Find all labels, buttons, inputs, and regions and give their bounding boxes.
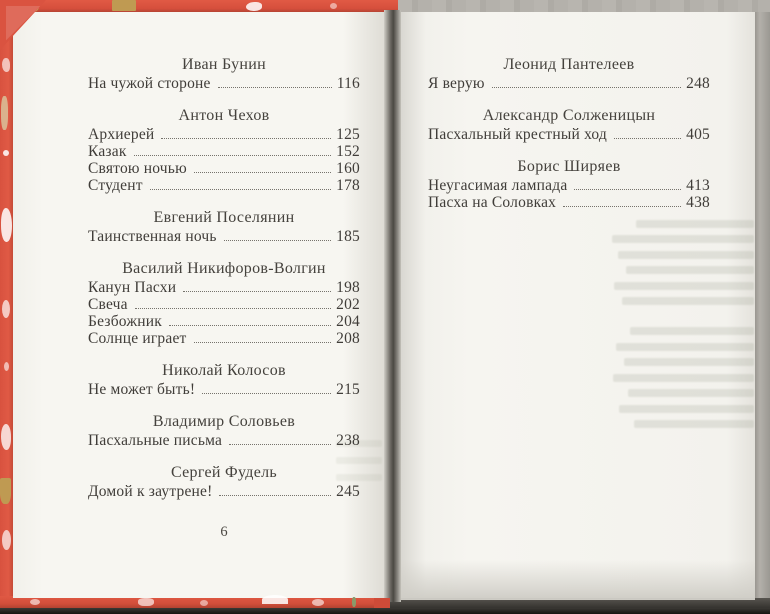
- author-heading: Владимир Соловьев: [152, 413, 296, 430]
- entry-page-number: 238: [336, 432, 360, 449]
- toc-entry: [88, 279, 360, 296]
- entry-page-number: 405: [686, 126, 710, 143]
- white-bird-ornament: [246, 2, 262, 11]
- entry-page-number: 160: [336, 160, 360, 177]
- toc-entry: [88, 381, 360, 398]
- toc-entry: [428, 75, 710, 92]
- toc-section: [88, 413, 360, 449]
- entry-page-number: 245: [336, 483, 360, 500]
- toc-section: [88, 464, 360, 500]
- toc-entry: [88, 432, 360, 449]
- page-folio-number: 6: [220, 524, 228, 540]
- dot-leader: [161, 128, 331, 139]
- toc-entry: [88, 160, 360, 177]
- entry-page-number: 208: [336, 330, 360, 347]
- entry-title: Я верую: [428, 75, 485, 92]
- entry-page-number: 413: [686, 177, 710, 194]
- entry-page-number: 204: [336, 313, 360, 330]
- dot-leader: [194, 162, 331, 173]
- white-sprig-ornament: [2, 300, 10, 318]
- toc-entry: [88, 177, 360, 194]
- entry-title: Не может быть!: [88, 381, 196, 398]
- author-heading: Евгений Поселянин: [153, 209, 295, 226]
- white-sprig-ornament: [2, 58, 10, 72]
- entry-title: Свеча: [88, 296, 128, 313]
- entry-page-number: 185: [336, 228, 360, 245]
- dot-leader: [169, 315, 331, 326]
- toc-entry: [88, 330, 360, 347]
- author-heading: Борис Ширяев: [517, 158, 621, 175]
- dot-leader: [614, 128, 681, 139]
- author-heading: Василий Никифоров-Волгин: [122, 260, 326, 277]
- entry-title: Пасха на Соловках: [428, 194, 557, 211]
- entry-title: Пасхальные письма: [88, 432, 223, 449]
- dot-leader: [134, 145, 332, 156]
- cover-top-edge: [0, 0, 398, 12]
- author-heading: Сергей Фудель: [170, 464, 278, 481]
- dot-leader: [563, 196, 681, 207]
- entry-title: Канун Пасхи: [88, 279, 177, 296]
- toc-entry: [88, 313, 360, 330]
- entry-title: Таинственная ночь: [88, 228, 217, 245]
- entry-page-number: 215: [336, 381, 360, 398]
- entry-page-number: 198: [336, 279, 360, 296]
- entry-title: Казак: [88, 143, 127, 160]
- author-heading: Иван Бунин: [181, 56, 267, 73]
- dot-leader: [194, 332, 332, 343]
- book-gutter-shadow: [384, 10, 401, 602]
- entry-page-number: 178: [336, 177, 360, 194]
- dot-leader: [219, 485, 331, 496]
- green-sprig-ornament: [352, 597, 356, 607]
- toc-section: [88, 260, 360, 347]
- toc-section: [428, 56, 710, 92]
- author-heading: Леонид Пантелеев: [503, 56, 635, 73]
- toc-entry: [88, 75, 360, 92]
- author-heading: Александр Солженицын: [482, 107, 656, 124]
- white-dot-ornament: [4, 362, 9, 371]
- toc-entry: [88, 228, 360, 245]
- toc-entry: [428, 194, 710, 211]
- entry-page-number: 152: [336, 143, 360, 160]
- entry-page-number: 202: [336, 296, 360, 313]
- entry-page-number: 116: [336, 75, 360, 92]
- author-heading: Антон Чехов: [178, 107, 270, 124]
- dot-leader: [224, 230, 331, 241]
- dot-leader: [574, 179, 681, 190]
- dot-leader: [492, 77, 682, 88]
- bleed-through-text: [604, 212, 754, 428]
- dot-leader: [135, 298, 331, 309]
- dot-leader: [202, 383, 331, 394]
- entry-title: Безбожник: [88, 313, 162, 330]
- toc-entry: [88, 126, 360, 143]
- white-mark-ornament: [200, 600, 208, 606]
- toc-section: [88, 362, 360, 398]
- entry-title: Архиерей: [88, 126, 155, 143]
- white-moth-ornament: [312, 599, 324, 606]
- white-flower-ornament: [2, 530, 11, 550]
- entry-page-number: 125: [336, 126, 360, 143]
- white-chalice-ornament: [262, 595, 288, 604]
- entry-title: Домой к заутрене!: [88, 483, 213, 500]
- toc-section: [428, 107, 710, 143]
- entry-title: Солнце играет: [88, 330, 187, 347]
- entry-title: Пасхальный крестный ход: [428, 126, 608, 143]
- gold-kulich-ornament: [0, 478, 11, 504]
- right-page-bottom-shade: [400, 560, 755, 600]
- toc-section: [88, 107, 360, 194]
- page-block-right-edge: [753, 12, 770, 602]
- white-sprigs-ornament: [138, 598, 154, 606]
- toc-entry: [88, 483, 360, 500]
- gold-patch-ornament: [112, 0, 136, 11]
- white-dot-ornament: [3, 150, 9, 156]
- toc-section: [88, 56, 360, 92]
- entry-page-number: 438: [686, 194, 710, 211]
- entry-page-number: 248: [686, 75, 710, 92]
- white-figure-ornament: [1, 208, 12, 242]
- entry-title: Святою ночью: [88, 160, 187, 177]
- toc-right-page: [428, 56, 710, 226]
- author-heading: Николай Колосов: [162, 362, 286, 379]
- toc-section: [428, 158, 710, 211]
- entry-title: Студент: [88, 177, 143, 194]
- dot-leader: [218, 77, 332, 88]
- toc-section: [88, 209, 360, 245]
- dot-leader: [229, 434, 331, 445]
- toc-entry: [428, 177, 710, 194]
- white-mark-ornament: [330, 3, 337, 9]
- entry-title: Неугасимая лампада: [428, 177, 568, 194]
- dot-leader: [150, 179, 331, 190]
- toc-entry: [88, 143, 360, 160]
- dot-leader: [183, 281, 331, 292]
- entry-title: На чужой стороне: [88, 75, 211, 92]
- scan-bottom-shadow: [0, 608, 770, 614]
- toc-entry: [428, 126, 710, 143]
- white-dots-ornament: [30, 599, 40, 605]
- toc-entry: [88, 296, 360, 313]
- gold-branch-ornament: [1, 96, 8, 130]
- toc-left-page: [88, 56, 360, 515]
- white-flower-ornament: [1, 424, 11, 450]
